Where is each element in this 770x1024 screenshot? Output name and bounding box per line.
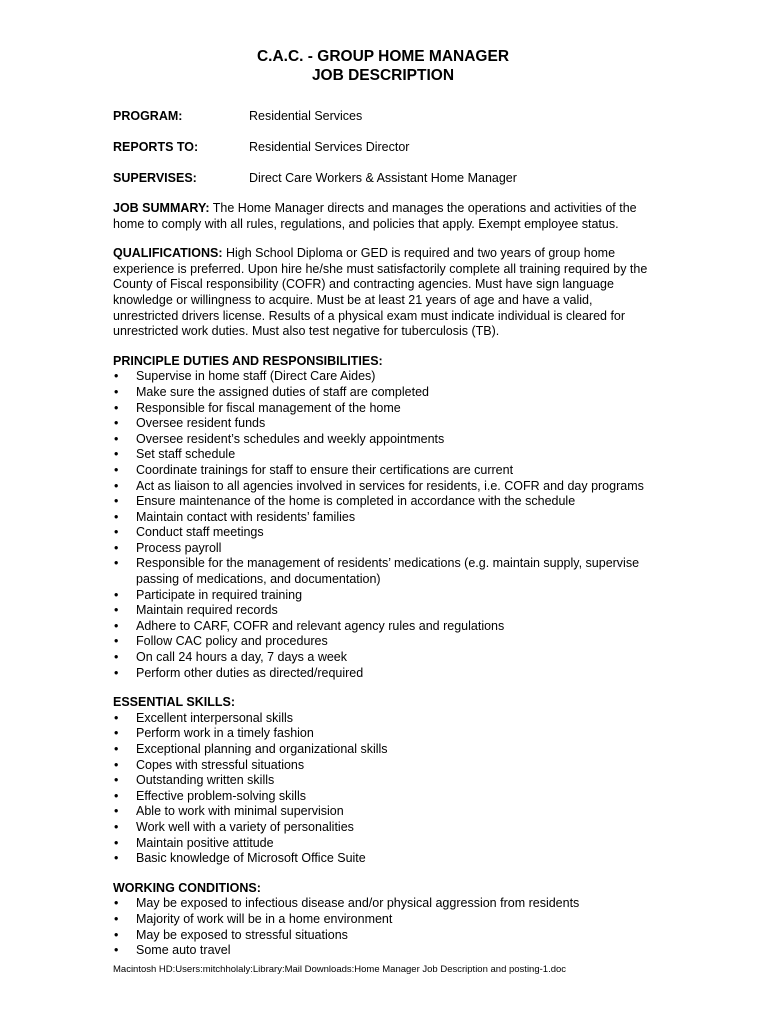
list-item: • Work well with a variety of personalities <box>113 820 653 836</box>
field-label: PROGRAM: <box>113 109 183 123</box>
skills-heading: ESSENTIAL SKILLS: <box>113 695 236 710</box>
list-item: • Outstanding written skills <box>113 773 653 789</box>
list-item: • Coordinate trainings for staff to ensure their certifications are current <box>113 463 653 479</box>
field-value: Direct Care Workers & Assistant Home Manager <box>249 171 517 185</box>
field-program <box>113 108 653 124</box>
title-block <box>113 47 653 85</box>
job-summary <box>113 201 653 232</box>
list-item: • Effective problem-solving skills <box>113 789 653 805</box>
list-item: • Perform work in a timely fashion <box>113 726 653 742</box>
field-supervises <box>113 170 653 186</box>
list-item: • Copes with stressful situations <box>113 758 653 774</box>
job-summary-label: JOB SUMMARY: <box>113 201 210 215</box>
list-item: • Oversee resident funds <box>113 416 653 432</box>
list-item: • Maintain required records <box>113 603 653 619</box>
list-item: • Responsible for the management of residents’ medications (e.g. maintain supply, supervise passing of medications, and documentation) <box>113 556 653 587</box>
job-summary-text: The Home Manager directs and manages the operations and activities of the home to comply with all rules, regulations, and policies that apply. Exempt employee status. <box>113 201 637 231</box>
list-item: • Basic knowledge of Microsoft Office Suite <box>113 851 653 867</box>
skills-list <box>113 711 653 867</box>
duties-list <box>113 369 653 681</box>
field-label: SUPERVISES: <box>113 171 197 185</box>
list-item: • May be exposed to infectious disease and/or physical aggression from residents <box>113 896 653 912</box>
list-item: • Supervise in home staff (Direct Care Aides) <box>113 369 653 385</box>
list-item: • Maintain contact with residents’ families <box>113 510 653 526</box>
list-item: • Adhere to CARF, COFR and relevant agency rules and regulations <box>113 619 653 635</box>
list-item: • Follow CAC policy and procedures <box>113 634 653 650</box>
list-item: • Process payroll <box>113 541 653 557</box>
list-item: • Exceptional planning and organizational skills <box>113 742 653 758</box>
list-item: • Some auto travel <box>113 943 653 959</box>
list-item: • Set staff schedule <box>113 447 653 463</box>
conditions-list <box>113 896 653 958</box>
list-item: • Ensure maintenance of the home is completed in accordance with the schedule <box>113 494 653 510</box>
document-page <box>113 47 653 973</box>
list-item: • Majority of work will be in a home environment <box>113 912 653 928</box>
qualifications <box>113 246 653 340</box>
list-item: • Act as liaison to all agencies involved in services for residents, i.e. COFR and day programs <box>113 479 653 495</box>
list-item: • Excellent interpersonal skills <box>113 711 653 727</box>
list-item: • Able to work with minimal supervision <box>113 804 653 820</box>
list-item: • Participate in required training <box>113 588 653 604</box>
field-value: Residential Services <box>249 109 363 123</box>
list-item: • Maintain positive attitude <box>113 836 653 852</box>
field-reports-to <box>113 139 653 155</box>
list-item: • Oversee resident’s schedules and weekly appointments <box>113 432 653 448</box>
duties-heading: PRINCIPLE DUTIES AND RESPONSIBILITIES: <box>113 353 383 368</box>
list-item: • May be exposed to stressful situations <box>113 928 653 944</box>
document-title: C.A.C. - GROUP HOME MANAGER <box>256 48 510 65</box>
file-path-footer: Macintosh HD:Users:mitchholaly:Library:Mail Downloads:Home Manager Job Description and posting-1.doc <box>113 964 567 975</box>
list-item: • Responsible for fiscal management of the home <box>113 401 653 417</box>
field-label: REPORTS TO: <box>113 140 199 154</box>
list-item: • Perform other duties as directed/required <box>113 666 653 682</box>
list-item: • Make sure the assigned duties of staff are completed <box>113 385 653 401</box>
list-item: • Conduct staff meetings <box>113 525 653 541</box>
conditions-heading: WORKING CONDITIONS: <box>113 880 261 895</box>
qualifications-label: QUALIFICATIONS: <box>113 246 223 261</box>
list-item: • On call 24 hours a day, 7 days a week <box>113 650 653 666</box>
field-value: Residential Services Director <box>249 140 410 154</box>
document-subtitle: JOB DESCRIPTION <box>311 67 455 84</box>
qualifications-text: High School Diploma or GED is required and two years of group home experience is preferred. Upon hire he/she must satisfactorily complete all training required by the County of Fiscal responsibility (COFR) and contracting agencies. Must have sign language knowledge or willingness to acquire. Must be at least 21 years of age and have a valid, unrestricted drivers license. Results of a physical exam must indicate individual is cleared for unrestricted work duties. Must also test negative for tuberculosis (TB). <box>113 246 648 339</box>
